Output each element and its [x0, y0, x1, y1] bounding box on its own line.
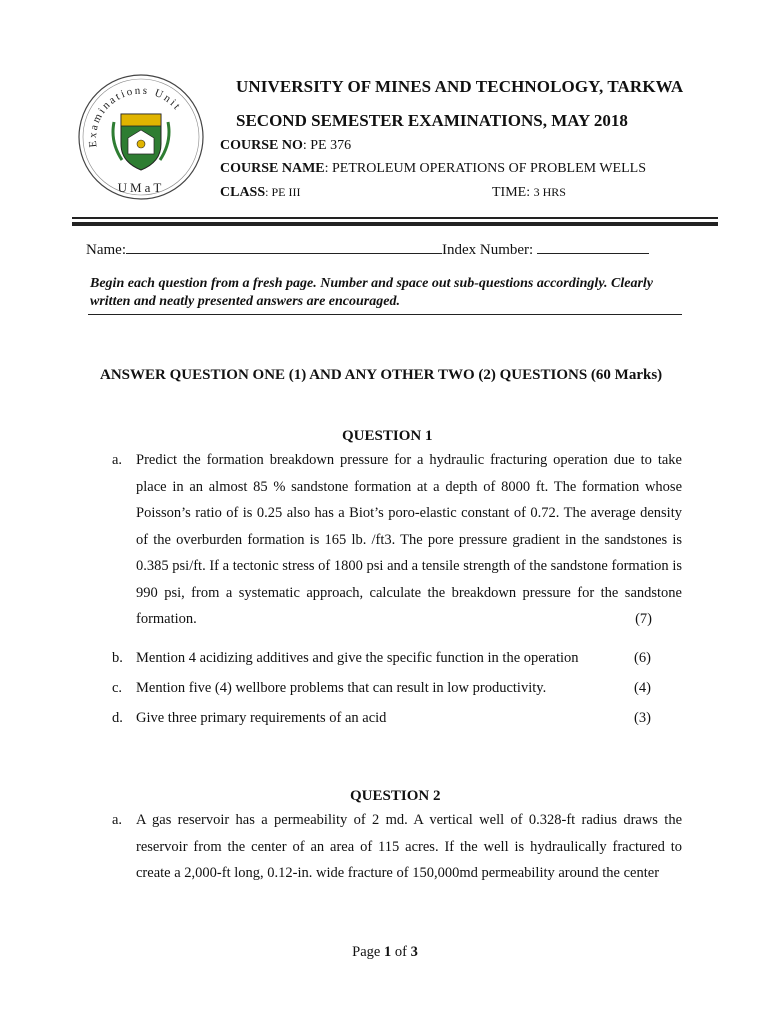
instructions-rule: [88, 314, 682, 315]
item-marks: (4): [634, 680, 651, 696]
class-value: : PE III: [265, 185, 301, 199]
seal-ring-text: Examinations Unit: [86, 84, 184, 148]
item-label: b.: [112, 650, 123, 666]
course-no-value: : PE 376: [302, 138, 352, 153]
university-seal: [76, 72, 206, 202]
class-label: CLASS: [220, 185, 266, 200]
page-word: Page: [352, 944, 381, 960]
item-text: Give three primary requirements of an acid: [136, 710, 387, 726]
of-word: of: [394, 944, 407, 960]
item-label: a.: [112, 812, 123, 828]
index-number-blank[interactable]: [537, 240, 649, 254]
seal-bottom-text: UMaT: [117, 180, 165, 195]
item-text: A gas reservoir has a permeability of 2 md. A vertical well of 0.328-ft radius draws the reservoir from the center of an area of 115 acres. If the well is hydraulically fractured to create a 2,000-ft long, 0.12-in. wide fracture of 150,000md permeability around the center: [136, 812, 682, 881]
name-label: Name:: [86, 242, 126, 258]
course-no-label: COURSE NO: [220, 138, 303, 153]
time-label: TIME:: [492, 185, 531, 200]
student-info-row: [86, 240, 649, 259]
course-no-line: [220, 138, 351, 154]
name-blank[interactable]: [126, 240, 442, 254]
item-label: c.: [112, 680, 123, 696]
course-name-label: COURSE NAME: [220, 161, 325, 176]
item-label: d.: [112, 710, 123, 726]
class-line: [220, 185, 300, 201]
time-value: 3 HRS: [533, 185, 566, 199]
exam-title: SECOND SEMESTER EXAMINATIONS, MAY 2018: [236, 111, 628, 130]
item-text: Predict the formation breakdown pressure for a hydraulic fracturing operation due to take place in an almost 85 % sandstone formation at a depth of 8000 ft. The formation whose Poisson’s ratio of is 0.25 also has a Biot’s poro-elastic constant of 0.72. The average density of the overburden formation is 165 lb. /ft3. The pore pressure gradient in the sandstones is 0.385 psi/ft. If a tectonic stress of 1800 psi and a tensile strength of the sandstone formation is 990 psi, from a systematic approach, calculate the breakdown pressure for the sandstone formation.: [136, 452, 682, 627]
question-2-title: QUESTION 2: [350, 788, 441, 804]
item-marks: (6): [634, 650, 651, 666]
answer-instruction: ANSWER QUESTION ONE (1) AND ANY OTHER TWO (2) QUESTIONS (60 Marks): [100, 367, 663, 383]
question-1-title: QUESTION 1: [342, 428, 433, 444]
item-text: Mention 4 acidizing additives and give the specific function in the operation: [136, 650, 579, 666]
header-rule-thin: [72, 217, 718, 219]
header-rule-thick: [72, 222, 718, 226]
index-number-label: Index Number:: [441, 242, 534, 258]
page-total: 3: [410, 944, 418, 960]
university-title: UNIVERSITY OF MINES AND TECHNOLOGY, TARKWA: [236, 77, 684, 96]
page-number: 1: [383, 944, 392, 960]
item-text: Mention five (4) wellbore problems that can result in low productivity.: [136, 680, 547, 696]
item-marks: (7): [635, 611, 652, 627]
item-marks: (3): [634, 710, 651, 726]
course-name-value: : PETROLEUM OPERATIONS OF PROBLEM WELLS: [324, 161, 647, 176]
item-label: a.: [112, 452, 123, 468]
time-line: [492, 185, 566, 201]
question-1a: [112, 447, 682, 637]
question-2a: [112, 807, 682, 887]
page-footer: [0, 944, 770, 961]
exam-instructions: Begin each question from a fresh page. Number and space out sub-questions accordingly. Clearly written and neatly presented answers are encouraged.: [90, 276, 654, 309]
course-name-line: [220, 161, 646, 177]
